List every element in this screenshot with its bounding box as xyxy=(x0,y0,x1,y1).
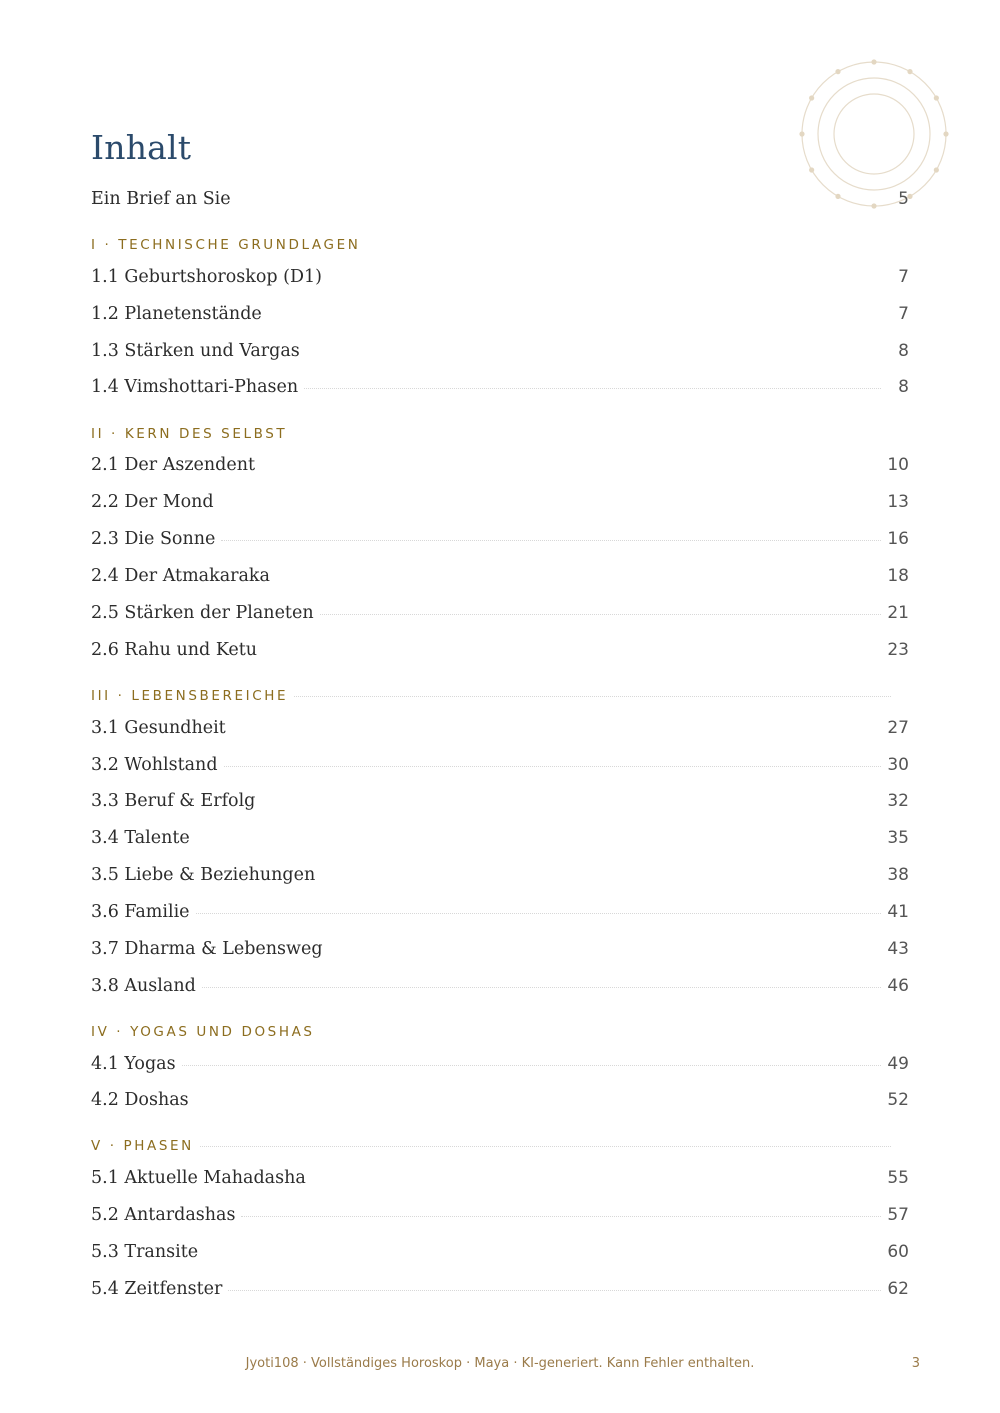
toc-section-heading xyxy=(91,688,909,708)
section-heading-label: V · PHASEN xyxy=(91,1138,194,1154)
toc-entry-page-number: 57 xyxy=(887,1205,909,1225)
dot-leader xyxy=(232,728,881,730)
section-heading-label: III · LEBENSBEREICHE xyxy=(91,688,289,704)
toc-section-heading xyxy=(91,426,909,446)
dot-leader xyxy=(224,765,881,767)
dot-leader xyxy=(321,875,881,877)
dot-leader xyxy=(200,1145,891,1147)
toc-entry[interactable] xyxy=(91,529,909,555)
toc-entry-page-number: 55 xyxy=(887,1168,909,1188)
ornament-dot xyxy=(871,59,876,64)
toc-entry[interactable] xyxy=(91,603,909,629)
toc-entry-title: 2.1 Der Aszendent xyxy=(91,455,256,475)
toc-entry-page-number: 27 xyxy=(887,718,909,738)
dot-leader xyxy=(263,650,881,652)
dot-leader xyxy=(276,576,881,578)
toc-entry[interactable] xyxy=(91,939,909,965)
dot-leader xyxy=(268,314,881,316)
toc-entry-title: 2.4 Der Atmakaraka xyxy=(91,566,270,586)
toc-entry-title: 4.1 Yogas xyxy=(91,1054,176,1074)
section-heading-label: I · TECHNISCHE GRUNDLAGEN xyxy=(91,237,361,253)
concentric-circles-ornament-icon xyxy=(798,58,950,210)
dot-leader xyxy=(202,986,881,988)
page-title: Inhalt xyxy=(91,128,192,167)
toc-entry-page-number: 46 xyxy=(887,976,909,996)
toc-entry[interactable] xyxy=(91,1168,909,1194)
toc-entry[interactable] xyxy=(91,566,909,592)
toc-entry-title: 1.3 Stärken und Vargas xyxy=(91,341,300,361)
toc-entry-title: 2.3 Die Sonne xyxy=(91,529,216,549)
toc-entry[interactable] xyxy=(91,640,909,666)
toc-entry-title: 5.3 Transite xyxy=(91,1242,199,1262)
toc-entry[interactable] xyxy=(91,492,909,518)
dot-leader xyxy=(320,613,881,615)
toc-entry-title: 2.2 Der Mond xyxy=(91,492,214,512)
toc-entry-page-number: 18 xyxy=(887,566,909,586)
dot-leader xyxy=(221,539,881,541)
section-heading-label: IV · YOGAS UND DOSHAS xyxy=(91,1024,315,1040)
toc-entry-page-number: 32 xyxy=(887,791,909,811)
dot-leader xyxy=(195,1100,881,1102)
toc-section-heading xyxy=(91,1138,909,1158)
dot-leader xyxy=(196,912,881,914)
toc-entry-title: 2.6 Rahu und Ketu xyxy=(91,640,258,660)
toc-entry[interactable] xyxy=(91,1279,909,1305)
toc-entry-page-number: 30 xyxy=(887,755,909,775)
dot-leader xyxy=(293,433,891,435)
dot-leader xyxy=(328,277,881,279)
toc-entry[interactable] xyxy=(91,828,909,854)
ornament-dot xyxy=(907,69,912,74)
toc-entry-page-number: 43 xyxy=(887,939,909,959)
toc-entry-page-number: 8 xyxy=(898,341,909,361)
footer-page-number: 3 xyxy=(911,1356,920,1371)
toc-entry[interactable] xyxy=(91,902,909,928)
toc-entry-page-number: 21 xyxy=(887,603,909,623)
toc-entry-title: 3.2 Wohlstand xyxy=(91,755,218,775)
toc-entry-title: 1.2 Planetenstände xyxy=(91,304,262,324)
ornament-dot xyxy=(809,167,814,172)
dot-leader xyxy=(312,1178,881,1180)
toc-entry-page-number: 60 xyxy=(887,1242,909,1262)
toc-entry[interactable] xyxy=(91,1054,909,1080)
dot-leader xyxy=(182,1064,881,1066)
dot-leader xyxy=(366,244,891,246)
toc-entry[interactable] xyxy=(91,1205,909,1231)
toc-entry[interactable] xyxy=(91,718,909,744)
toc-entry[interactable] xyxy=(91,755,909,781)
toc-entry-title: Ein Brief an Sie xyxy=(91,189,231,209)
toc-entry-title: 5.1 Aktuelle Mahadasha xyxy=(91,1168,306,1188)
toc-entry-page-number: 38 xyxy=(887,865,909,885)
toc-entry-title: 3.1 Gesundheit xyxy=(91,718,226,738)
toc-entry-title: 3.4 Talente xyxy=(91,828,190,848)
toc-entry[interactable] xyxy=(91,455,909,481)
dot-leader xyxy=(321,1031,891,1033)
toc-entry-title: 5.4 Zeitfenster xyxy=(91,1279,223,1299)
toc-entry-title: 5.2 Antardashas xyxy=(91,1205,236,1225)
dot-leader xyxy=(294,695,891,697)
toc-entry[interactable] xyxy=(91,304,909,330)
toc-entry-page-number: 35 xyxy=(887,828,909,848)
toc-entry-page-number: 52 xyxy=(887,1090,909,1110)
toc-entry-page-number: 8 xyxy=(898,377,909,397)
dot-leader xyxy=(228,1289,881,1291)
toc-entry[interactable] xyxy=(91,1090,909,1116)
toc-entry-title: 4.2 Doshas xyxy=(91,1090,189,1110)
ornament-dot xyxy=(809,95,814,100)
ornament-dot xyxy=(934,95,939,100)
toc-entry-title: 3.5 Liebe & Beziehungen xyxy=(91,865,316,885)
toc-entry-page-number: 16 xyxy=(887,529,909,549)
toc-entry-page-number: 7 xyxy=(898,304,909,324)
dot-leader xyxy=(220,502,881,504)
toc-entry-title: 3.7 Dharma & Lebensweg xyxy=(91,939,323,959)
dot-leader xyxy=(261,801,881,803)
dot-leader xyxy=(261,465,881,467)
dot-leader xyxy=(204,1252,881,1254)
toc-entry-page-number: 5 xyxy=(898,189,909,209)
toc-section-heading xyxy=(91,1024,909,1044)
ornament-dot xyxy=(835,69,840,74)
footer-text: Jyoti108 · Vollständiges Horoskop · Maya · KI-generiert. Kann Fehler enthalten. xyxy=(245,1356,755,1371)
toc-entry[interactable] xyxy=(91,189,909,215)
toc-entry[interactable] xyxy=(91,341,909,367)
toc-entry-page-number: 23 xyxy=(887,640,909,660)
toc-entry-title: 1.4 Vimshottari-Phasen xyxy=(91,377,299,397)
toc-entry-page-number: 62 xyxy=(887,1279,909,1299)
toc-entry[interactable] xyxy=(91,377,909,403)
toc-entry-page-number: 7 xyxy=(898,267,909,287)
dot-leader xyxy=(196,838,881,840)
dot-leader xyxy=(329,949,881,951)
toc-entry-title: 3.8 Ausland xyxy=(91,976,196,996)
toc-entry-title: 3.6 Familie xyxy=(91,902,190,922)
toc-entry-page-number: 10 xyxy=(887,455,909,475)
toc-entry-page-number: 41 xyxy=(887,902,909,922)
toc-entry-title: 2.5 Stärken der Planeten xyxy=(91,603,314,623)
toc-entry-title: 3.3 Beruf & Erfolg xyxy=(91,791,256,811)
toc-entry[interactable] xyxy=(91,976,909,1002)
toc-entry[interactable] xyxy=(91,1242,909,1268)
toc-entry[interactable] xyxy=(91,865,909,891)
ornament-dot xyxy=(799,131,804,136)
dot-leader xyxy=(237,199,881,201)
ornament-dot xyxy=(934,167,939,172)
section-heading-label: II · KERN DES SELBST xyxy=(91,426,288,442)
toc-entry-title: 1.1 Geburtshoroskop (D1) xyxy=(91,267,322,287)
dot-leader xyxy=(304,387,881,389)
toc-entry[interactable] xyxy=(91,267,909,293)
toc-section-heading xyxy=(91,237,909,257)
dot-leader xyxy=(306,351,881,353)
toc-entry[interactable] xyxy=(91,791,909,817)
toc-entry-page-number: 49 xyxy=(887,1054,909,1074)
ornament-dot xyxy=(943,131,948,136)
toc-entry-page-number: 13 xyxy=(887,492,909,512)
dot-leader xyxy=(241,1215,881,1217)
